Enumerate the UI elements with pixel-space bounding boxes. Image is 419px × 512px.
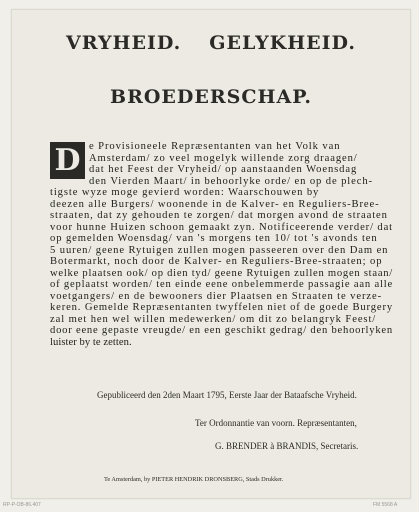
proclamation-line: keren. Gemelde Repræsentanten twyffelen niet of de goede Burgery [50, 302, 393, 313]
proclamation-line: Amsterdam/ zo veel mogelyk willende zorg draagen/ [89, 152, 358, 164]
proclamation-line: welke plaatsen ook/ op dien tyd/ geene Rytuigen zullen mogen staan/ [50, 267, 393, 279]
proclamation-line: den Vierden Maart/ in behoorlyke orde/ en op de plech- [89, 175, 373, 187]
proclamation-line: Botermarkt, noch door de Kalver- en Reguliers-Bree-straaten; op [50, 256, 383, 267]
motto-broederschap: BROEDERSCHAP. [110, 86, 312, 108]
proclamation-line: door eene gepaste vreugde/ en een geschikt gedrag/ den behoorlyken [50, 325, 393, 336]
motto-line-1 [12, 32, 410, 54]
proclamation-line: 5 uuren/ geene Rytuigen zullen mogen passeeren over den Dam en [50, 244, 389, 256]
printer-imprint: Te Amsterdam, by PIETER HENDRIK DRONSBERG, Stads Drukker. [104, 476, 284, 483]
proclamation-line: e Provisioneele Repræsentanten van het Volk van [89, 141, 341, 152]
motto-vryheid: VRYHEID. [66, 32, 182, 54]
proclamation-line: voor hunne Huizen schoon gemaakt zyn. Notificeerende verder/ dat [50, 221, 393, 233]
proclamation-line: dat het Feest der Vryheid/ op aanstaanden Woensdag [89, 164, 358, 175]
proclamation-line: tigste wyze moge gevierd worden: Waarschouwen by [50, 187, 320, 198]
publication-date: Gepubliceerd den 2den Maart 1795, Eerste Jaar der Bataafsche Vryheid. [97, 390, 357, 400]
proclamation-line: straaten, dat zy gehouden te zorgen/ dat morgen avond de straaten [50, 210, 388, 221]
catalog-mark-left: RP-P-OB-86.407 [3, 502, 41, 508]
proclamation-line: luister by te zetten. [50, 336, 132, 348]
poster-sheet [11, 9, 411, 499]
proclamation-line: op gemelden Woensdag/ van 's morgens ten 10/ tot 's avonds ten [50, 233, 378, 244]
ordonnantie-line: Ter Ordonnantie van voorn. Repræsentanten, [195, 418, 357, 428]
proclamation-line: voetgangers/ en de bewooners dier Plaatsen en Straaten te verze- [50, 290, 383, 302]
decorative-initial: D [50, 142, 85, 179]
proclamation-lines [50, 141, 393, 348]
motto-gelykheid: GELYKHEID. [209, 32, 356, 54]
proclamation-text [50, 141, 393, 348]
proclamation-line: zal met hen wel willen medewerken/ om dit zo belangryk Feest/ [50, 313, 377, 325]
secretary-signature: G. BRENDER à BRANDIS, Secretaris. [215, 441, 359, 451]
proclamation-line: of geplaatst worden/ ten einde eene onbelemmerde passagie aan alle [50, 279, 393, 290]
catalog-mark-right: FM 5568 A [373, 502, 398, 508]
proclamation-line: deezen alle Burgers/ woonende in de Kalver- en Reguliers-Bree- [50, 198, 380, 210]
